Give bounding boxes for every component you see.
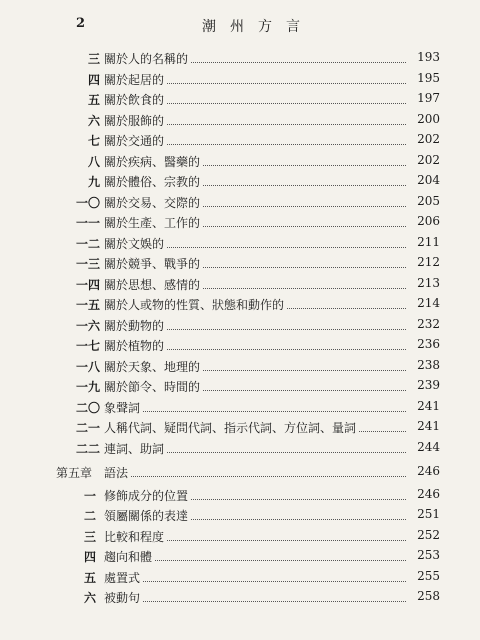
- entry-title: 連詞、助詞: [104, 441, 165, 456]
- entry-number: 四: [83, 550, 96, 564]
- entry-page-number: 195: [406, 71, 440, 85]
- toc-entry: [0, 233, 480, 253]
- entry-page-number: 200: [406, 112, 440, 126]
- entry-number: 六: [83, 591, 96, 605]
- entry-page-number: 214: [406, 296, 440, 310]
- entry-number: 一四: [75, 277, 100, 292]
- entry-page-number: 232: [406, 317, 440, 331]
- chapter-row: [0, 462, 480, 482]
- entry-page-number: 206: [406, 214, 440, 228]
- entry-number: 三: [87, 52, 100, 66]
- toc-entry: [0, 151, 480, 171]
- entry-number: 八: [87, 154, 100, 169]
- entry-page-number: 258: [406, 589, 440, 603]
- toc-entry: [0, 253, 480, 273]
- entry-page-number: 204: [406, 173, 440, 187]
- entry-title: 關於疾病、醫藥的: [104, 154, 201, 169]
- entry-page-number: 246: [406, 487, 440, 501]
- toc-entry: [0, 130, 480, 150]
- dot-leader: [104, 601, 410, 602]
- entry-title: 修飾成分的位置: [104, 488, 189, 503]
- entry-page-number: 202: [406, 132, 440, 146]
- entry-page-number: 241: [406, 419, 440, 433]
- entry-title: 被動句: [104, 591, 141, 605]
- toc-entry: [0, 294, 480, 314]
- toc-entry: [0, 89, 480, 109]
- entry-page-number: 205: [406, 194, 440, 208]
- entry-title: 關於交通的: [104, 134, 165, 148]
- entry-number: 一八: [75, 359, 100, 374]
- entry-number: 三: [83, 529, 96, 544]
- entry-number: 二一: [75, 421, 100, 435]
- entry-page-number: 212: [406, 255, 440, 269]
- entry-title: 關於植物的: [104, 339, 165, 353]
- entry-page-number: 251: [406, 507, 440, 521]
- entry-title: 象聲詞: [104, 400, 141, 415]
- entry-number: 一五: [75, 298, 100, 312]
- entry-number: 一九: [75, 380, 100, 394]
- entry-title: 趨向和體: [104, 550, 153, 564]
- entry-page-number: 213: [406, 276, 440, 290]
- toc-entry: [0, 171, 480, 191]
- entry-title: 關於天象、地理的: [104, 359, 201, 374]
- entry-number: 一三: [75, 257, 100, 271]
- entry-number: 九: [87, 175, 100, 189]
- toc-entry: [0, 485, 480, 505]
- toc-entry: [0, 397, 480, 417]
- toc-entry: [0, 438, 480, 458]
- entry-number: 一: [83, 488, 96, 503]
- entry-number: 第五章: [56, 466, 93, 480]
- book-title: 潮州方言: [202, 19, 314, 35]
- entry-number: 一六: [75, 318, 100, 333]
- entry-title: 關於人的名稱的: [104, 52, 189, 66]
- entry-title: 關於競爭、戰爭的: [104, 257, 201, 271]
- dot-leader: [104, 411, 410, 412]
- entry-page-number: 197: [406, 91, 440, 105]
- toc-entry: [0, 567, 480, 587]
- toc-entry: [0, 315, 480, 335]
- entry-title: 關於節令、時間的: [104, 380, 201, 394]
- toc-entry: [0, 212, 480, 232]
- toc-entry: [0, 335, 480, 355]
- toc-entry: [0, 376, 480, 396]
- toc-entry: [0, 69, 480, 89]
- entry-page-number: 255: [406, 569, 440, 583]
- entry-page-number: 239: [406, 378, 440, 392]
- entry-page-number: 253: [406, 548, 440, 562]
- toc-entry: [0, 587, 480, 607]
- toc-entry: [0, 526, 480, 546]
- entry-title: 比較和程度: [104, 529, 165, 544]
- entry-title: 關於人或物的性質、狀態和動作的: [104, 298, 285, 312]
- dot-leader: [104, 476, 410, 477]
- entry-title: 處置式: [104, 570, 141, 585]
- toc-entry: [0, 110, 480, 130]
- toc-entry: [0, 417, 480, 437]
- toc-entry: [0, 505, 480, 525]
- entry-title: 關於思想、感情的: [104, 277, 201, 292]
- toc-entry: [0, 356, 480, 376]
- entry-number: 二二: [75, 441, 100, 456]
- entry-number: 五: [87, 93, 100, 107]
- entry-number: 五: [83, 570, 96, 585]
- entry-number: 六: [87, 113, 100, 128]
- entry-page-number: 211: [406, 235, 440, 249]
- entry-page-number: 241: [406, 399, 440, 413]
- entry-title: 語法: [104, 466, 129, 480]
- entry-number: 一二: [75, 236, 100, 251]
- toc-entry: [0, 546, 480, 566]
- entry-title: 領屬關係的表達: [104, 509, 189, 523]
- entry-title: 關於服飾的: [104, 113, 165, 128]
- entry-page-number: 238: [406, 358, 440, 372]
- entry-page-number: 246: [406, 464, 440, 478]
- entry-number: 四: [87, 72, 100, 87]
- page-header: [0, 16, 480, 36]
- toc-entry: [0, 48, 480, 68]
- entry-title: 關於體俗、宗教的: [104, 175, 201, 189]
- entry-page-number: 252: [406, 528, 440, 542]
- entry-number: 二: [83, 509, 96, 523]
- entry-page-number: 244: [406, 440, 440, 454]
- entry-title: 關於動物的: [104, 318, 165, 333]
- entry-page-number: 202: [406, 153, 440, 167]
- entry-page-number: 193: [406, 50, 440, 64]
- entry-title: 人稱代詞、疑問代詞、指示代詞、方位詞、量詞: [104, 421, 357, 435]
- entry-title: 關於交易、交際的: [104, 195, 201, 210]
- entry-number: 七: [87, 134, 100, 148]
- toc-entry: [0, 274, 480, 294]
- entry-number: 一七: [75, 339, 100, 353]
- page-number: 2: [76, 16, 86, 31]
- toc-entry: [0, 192, 480, 212]
- entry-number: 一一: [75, 216, 100, 230]
- dot-leader: [104, 581, 410, 582]
- entry-title: 關於飲食的: [104, 93, 165, 107]
- entry-page-number: 236: [406, 337, 440, 351]
- entry-number: 一〇: [75, 195, 100, 210]
- entry-title: 關於起居的: [104, 72, 165, 87]
- entry-number: 二〇: [75, 400, 100, 415]
- entry-title: 關於文娛的: [104, 236, 165, 251]
- entry-title: 關於生產、工作的: [104, 216, 201, 230]
